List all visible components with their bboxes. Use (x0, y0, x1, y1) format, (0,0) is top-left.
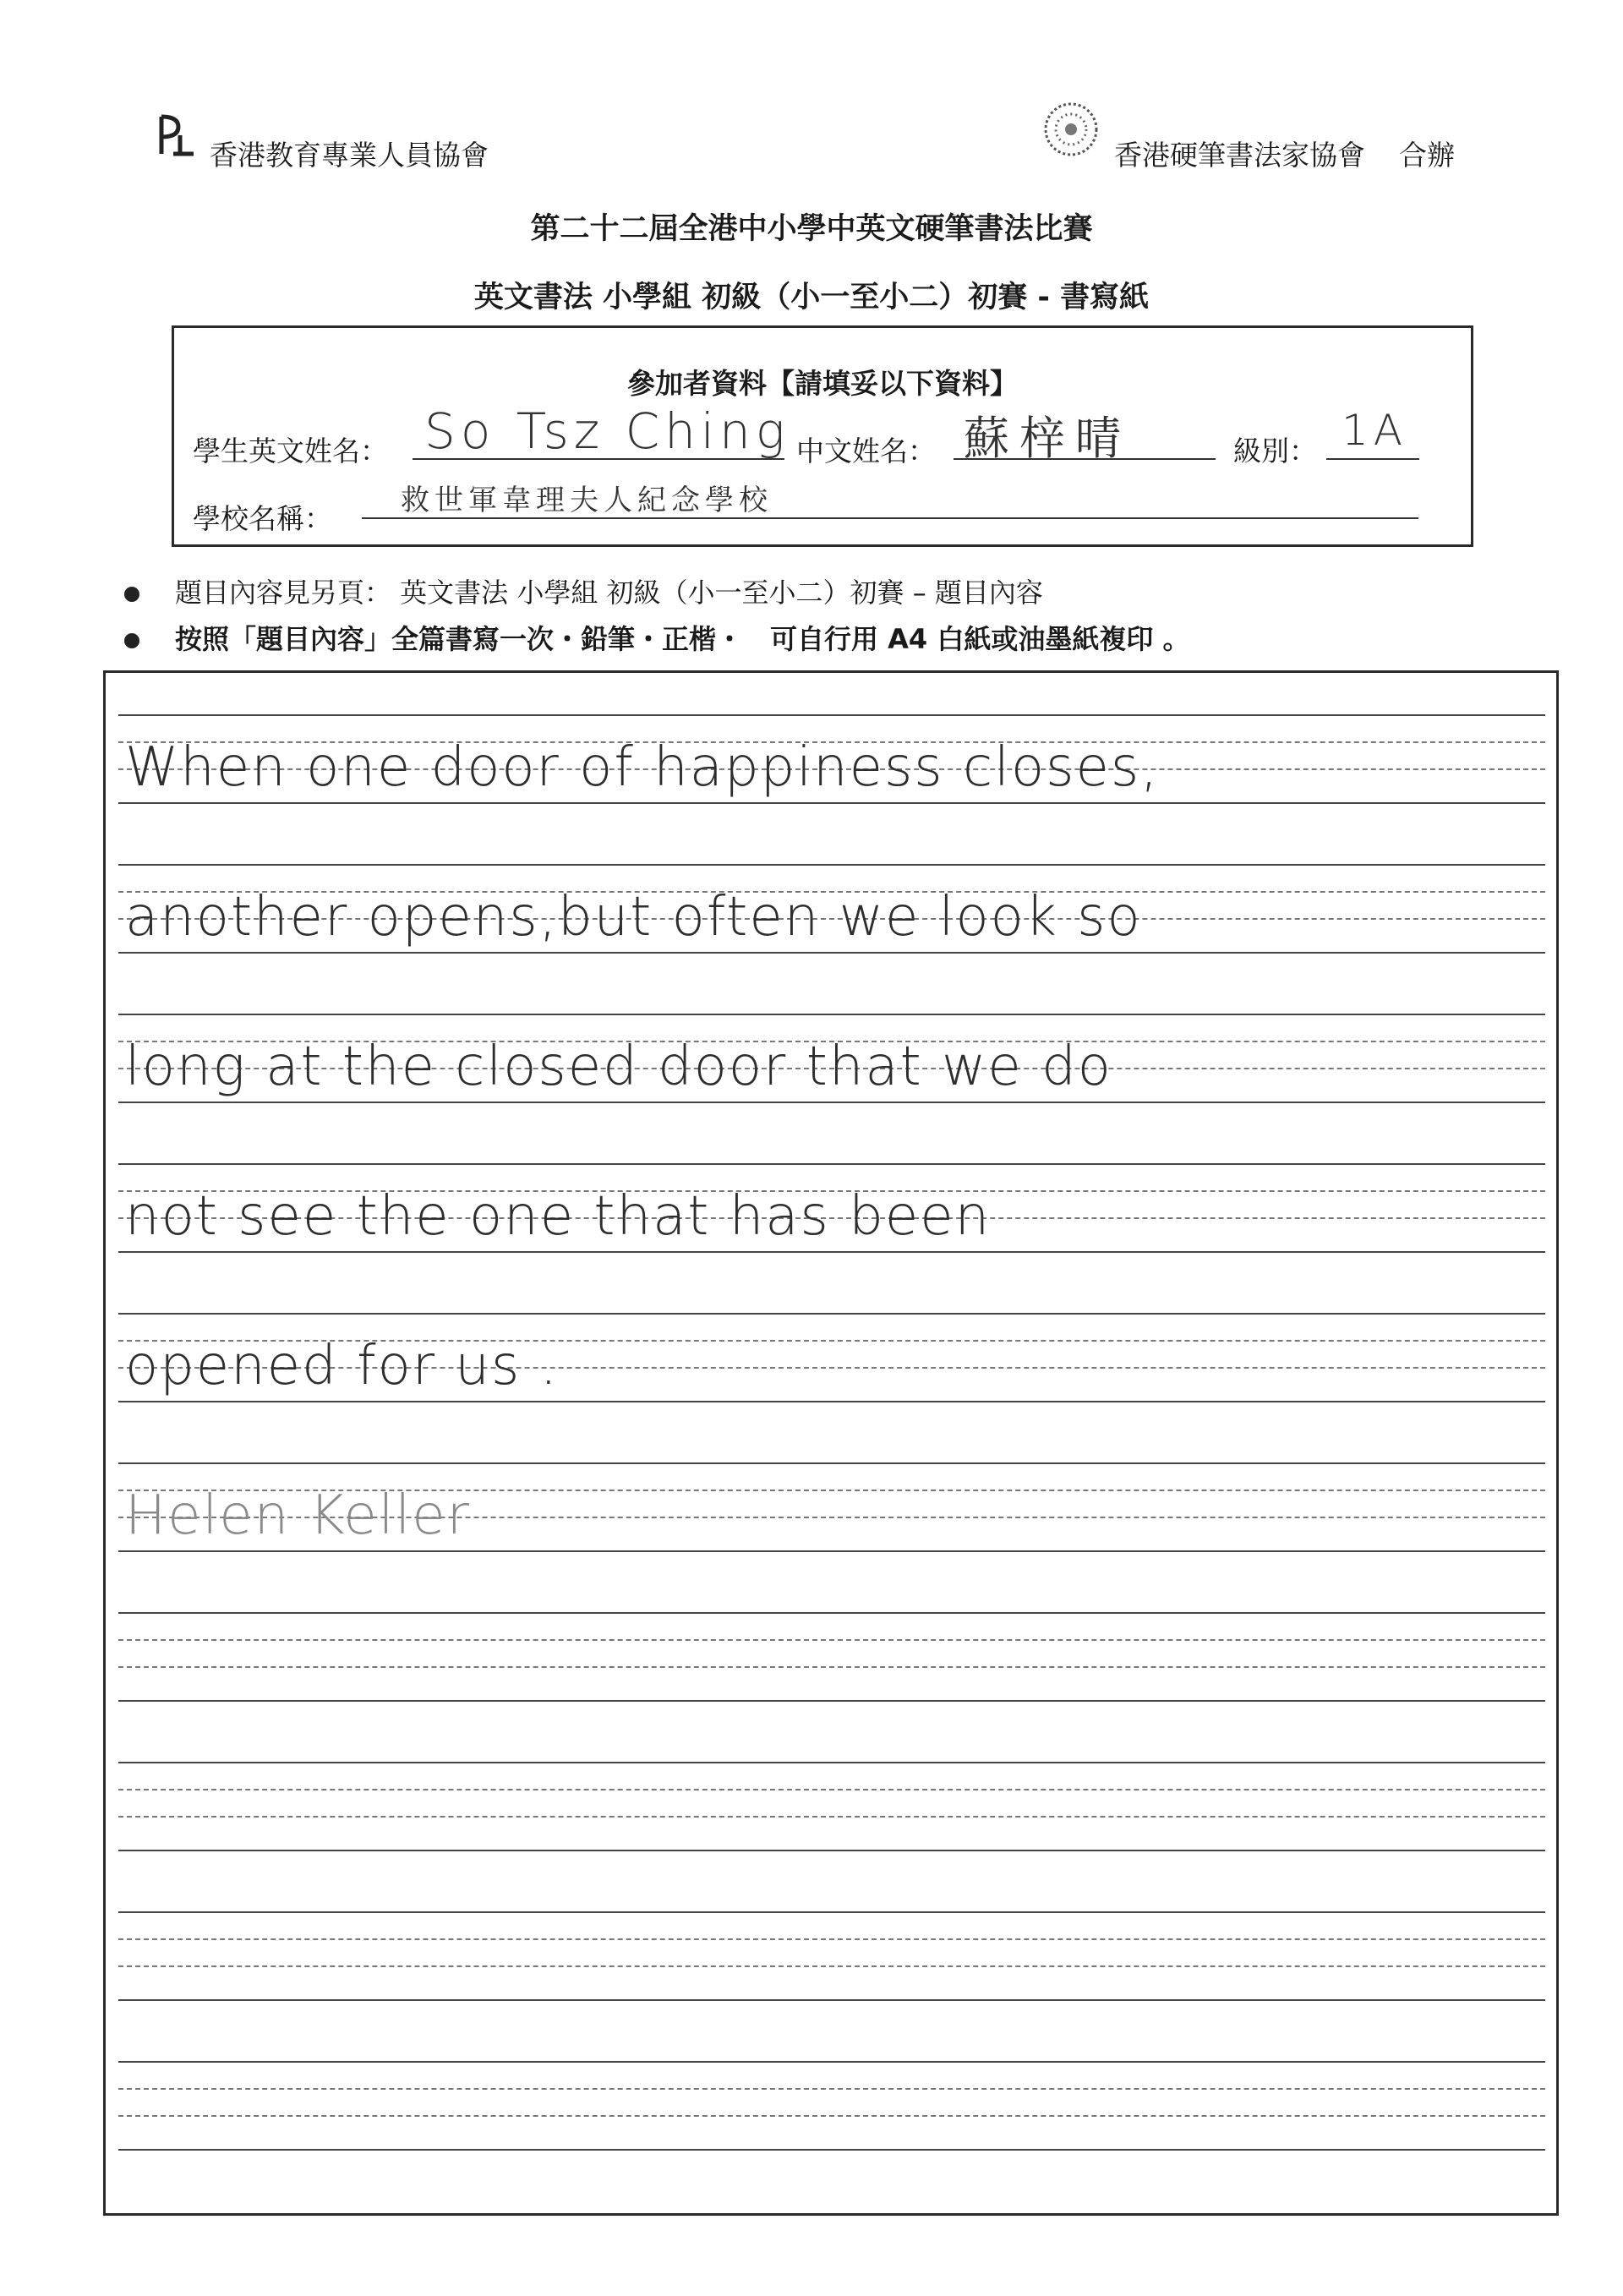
guide-line-solid (118, 1612, 1545, 1614)
guide-line-solid (118, 1251, 1545, 1253)
guide-line-solid (118, 1762, 1545, 1763)
school-value: 救世軍韋理夫人紀念學校 (401, 484, 773, 517)
guide-line-solid (118, 2149, 1545, 2151)
guide-line-dashed (118, 2088, 1545, 2090)
guide-line-solid (118, 864, 1545, 866)
english-name-value: So Tsz Ching (424, 402, 790, 460)
writing-line-3: long at the closed door that we do (125, 1036, 1112, 1098)
guide-line-solid (118, 1163, 1545, 1165)
writing-line-2: another opens,but often we look so (125, 886, 1142, 948)
class-field (1326, 406, 1419, 460)
instruction-2 (124, 618, 1189, 657)
english-name-label: 學生英文姓名： (193, 435, 388, 467)
bullet-icon (124, 633, 139, 648)
school-field (362, 470, 1418, 519)
chinese-name-value: 蘇梓晴 (964, 412, 1131, 465)
calligraphy-society-seal-icon (1041, 100, 1101, 159)
guide-line-dashed (118, 1666, 1545, 1668)
class-label: 級別： (1233, 435, 1317, 467)
writing-line-6: Helen Keller (125, 1484, 471, 1547)
guide-line-solid (118, 1313, 1545, 1315)
instruction-1-text: 題目內容見另頁： 英文書法 小學組 初級（小一至小二）初賽 – 題目內容 (175, 577, 1043, 609)
guide-line-solid (118, 714, 1545, 716)
chinese-name-field (954, 406, 1216, 465)
guide-line-solid (118, 1700, 1545, 1702)
left-organizer: 香港教育專業人員協會 (210, 139, 489, 172)
guide-line-dashed (118, 1789, 1545, 1790)
guide-line-dashed (118, 1965, 1545, 1967)
guide-line-solid (118, 1999, 1545, 2001)
sheet-subtitle: 英文書法 小學組 初級（小一至小二）初賽 - 書寫紙 (473, 281, 1150, 314)
guide-line-solid (118, 1850, 1545, 1851)
writing-line-1: When one door of happiness closes, (125, 736, 1160, 799)
instruction-1 (124, 571, 1043, 610)
guide-line-solid (118, 1401, 1545, 1402)
co-organize-label: 合辦 (1399, 139, 1455, 172)
guide-line-dashed (118, 1938, 1545, 1940)
english-name-field (413, 402, 790, 460)
guide-line-dashed (118, 2115, 1545, 2117)
guide-line-solid (118, 2061, 1545, 2063)
right-organizer (1114, 134, 1455, 173)
guide-line-solid (118, 802, 1545, 804)
info-heading: 參加者資料【請填妥以下資料】 (627, 367, 1018, 400)
guide-line-solid (118, 1014, 1545, 1015)
guide-line-dashed (118, 1816, 1545, 1818)
right-organizer-name: 香港硬筆書法家協會 (1114, 139, 1365, 172)
bullet-icon (124, 587, 139, 602)
instruction-2-text: 按照「題目內容」全篇書寫一次・鉛筆・正楷・ 可自行用 A4 白紙或油墨紙複印 。 (175, 623, 1190, 655)
guide-line-solid (118, 1911, 1545, 1913)
pei-logo-icon (155, 112, 197, 162)
school-label: 學校名稱： (193, 502, 332, 535)
chinese-name-label: 中文姓名： (796, 435, 936, 467)
guide-line-solid (118, 1102, 1545, 1103)
guide-line-solid (118, 1550, 1545, 1552)
participant-info-box (172, 325, 1473, 547)
guide-line-dashed (118, 1639, 1545, 1641)
class-value: 1A (1342, 406, 1408, 455)
guide-line-solid (118, 952, 1545, 954)
competition-title: 第二十二屆全港中小學中英文硬筆書法比賽 (530, 212, 1093, 246)
writing-line-5: opened for us . (125, 1335, 559, 1397)
writing-line-4: not see the one that has been (125, 1185, 992, 1248)
guide-line-solid (118, 1462, 1545, 1464)
